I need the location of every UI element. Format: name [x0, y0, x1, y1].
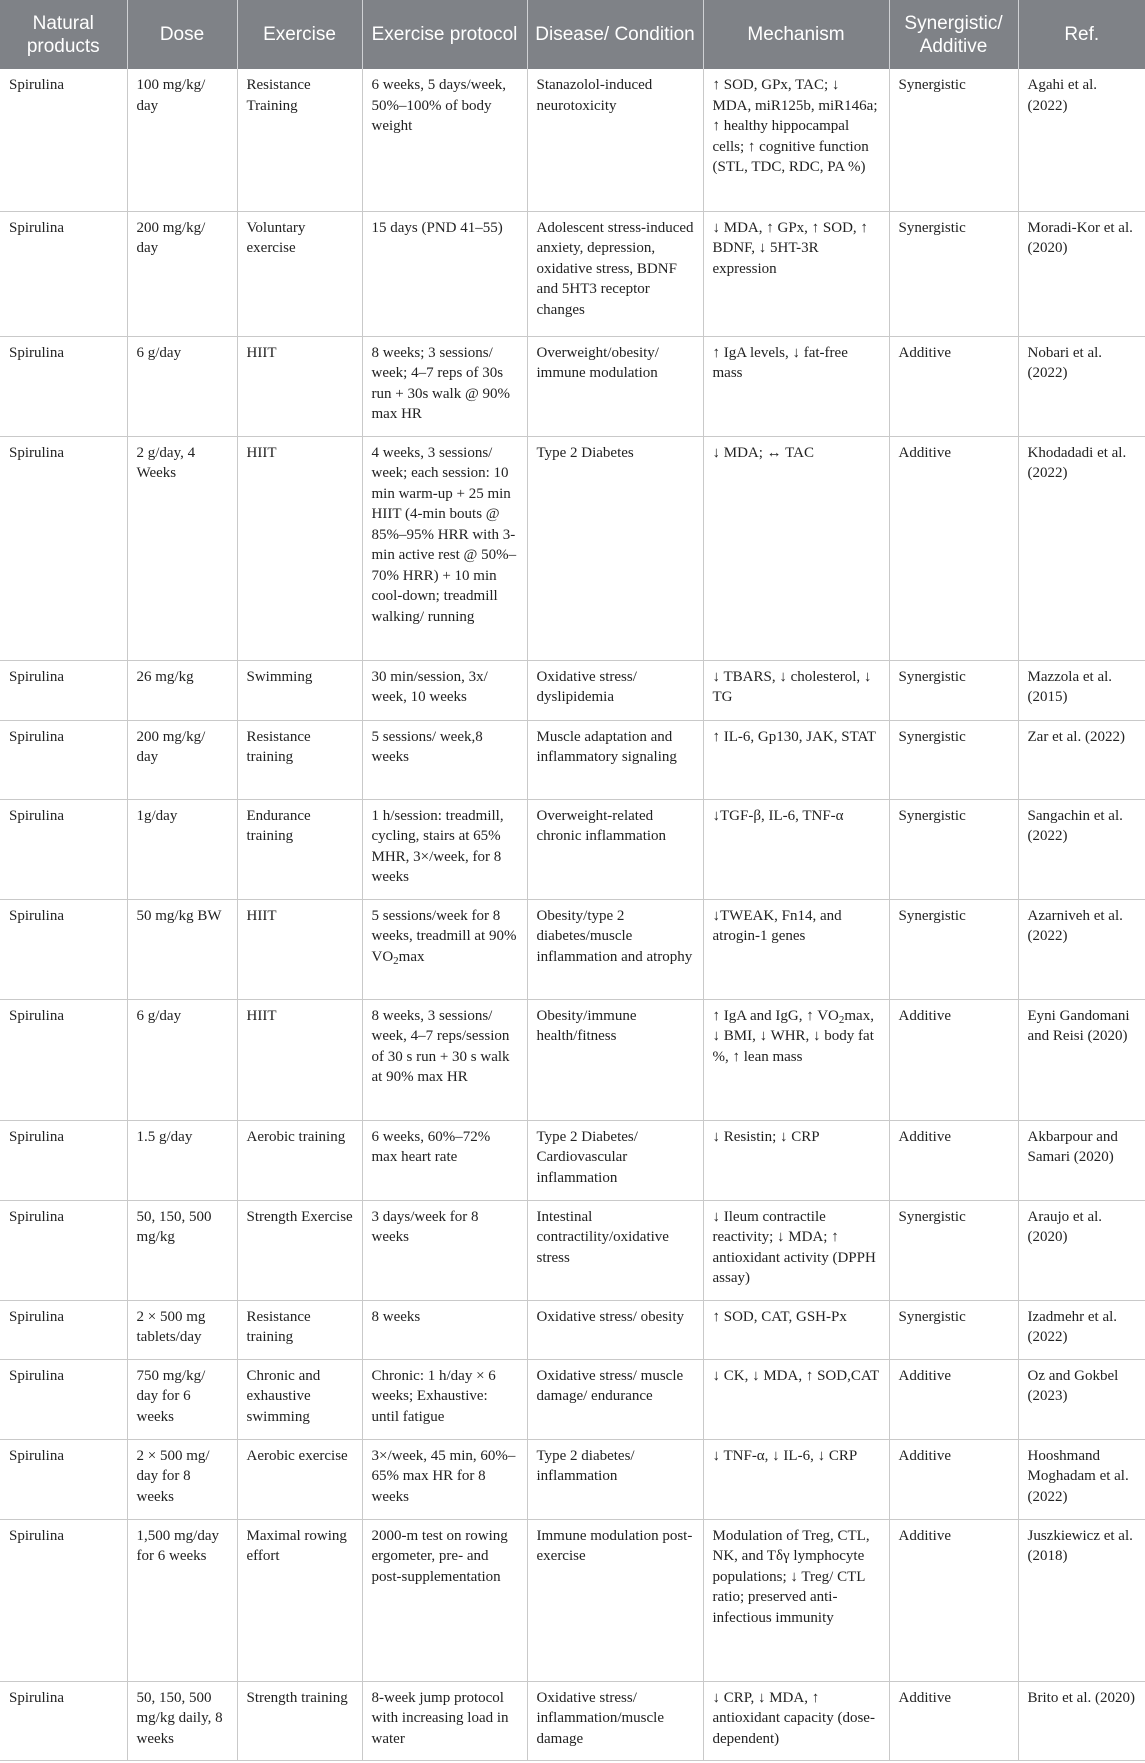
cell-condition: Oxidative stress/ inflammation/muscle damage — [527, 1681, 703, 1760]
cell-product: Spirulina — [0, 1200, 127, 1300]
cell-mechanism: ↑ IL-6, Gp130, JAK, STAT — [703, 720, 889, 799]
cell-condition: Overweight/obesity/ immune modulation — [527, 336, 703, 436]
table-row — [0, 660, 1145, 720]
protocol-text: 5 sessions/week for 8 weeks, treadmill at 90% VO — [371, 907, 517, 965]
cell-effect: Synergistic — [889, 1300, 1018, 1359]
cell-exercise: HIIT — [237, 999, 362, 1120]
cell-ref: Juszkiewicz et al. (2018) — [1018, 1519, 1145, 1681]
cell-mechanism: Modulation of Treg, CTL, NK, and Tδγ lymphocyte populations; ↓ Treg/ CTL ratio; preserved anti-infectious immunity — [703, 1519, 889, 1681]
cell-mechanism: ↓ CK, ↓ MDA, ↑ SOD,CAT — [703, 1359, 889, 1439]
table-row — [0, 1200, 1145, 1300]
cell-exercise: Strength Exercise — [237, 1200, 362, 1300]
cell-effect: Synergistic — [889, 799, 1018, 899]
cell-effect: Additive — [889, 1519, 1018, 1681]
table-row — [0, 1519, 1145, 1681]
cell-dose: 1.5 g/day — [127, 1120, 237, 1200]
cell-dose: 50, 150, 500 mg/kg — [127, 1200, 237, 1300]
subscript: 2 — [838, 1013, 845, 1026]
cell-condition: Oxidative stress/ obesity — [527, 1300, 703, 1359]
cell-exercise: HIIT — [237, 899, 362, 999]
cell-product: Spirulina — [0, 899, 127, 999]
header-disease-condition: Disease/ Condition — [527, 0, 703, 69]
table-row — [0, 799, 1145, 899]
cell-protocol: 8 weeks; 3 sessions/ week; 4–7 reps of 30s run + 30s walk @ 90% max HR — [362, 336, 527, 436]
cell-exercise: Maximal rowing effort — [237, 1519, 362, 1681]
cell-ref: Nobari et al. (2022) — [1018, 336, 1145, 436]
cell-protocol: 5 sessions/ week,8 weeks — [362, 720, 527, 799]
cell-mechanism: ↓ Ileum contractile reactivity; ↓ MDA; ↑ antioxidant activity (DPPH assay) — [703, 1200, 889, 1300]
cell-effect: Additive — [889, 1439, 1018, 1519]
table-row — [0, 1681, 1145, 1760]
cell-ref: Araujo et al. (2020) — [1018, 1200, 1145, 1300]
cell-ref: Mazzola et al. (2015) — [1018, 660, 1145, 720]
table-row — [0, 69, 1145, 211]
cell-protocol: 30 min/session, 3x/ week, 10 weeks — [362, 660, 527, 720]
cell-effect: Additive — [889, 999, 1018, 1120]
cell-condition: Immune modulation post-exercise — [527, 1519, 703, 1681]
cell-ref: Oz and Gokbel (2023) — [1018, 1359, 1145, 1439]
cell-dose: 100 mg/kg/ day — [127, 69, 237, 211]
cell-protocol: 6 weeks, 5 days/week, 50%–100% of body weight — [362, 69, 527, 211]
header-natural-products: Natural products — [0, 0, 127, 69]
cell-condition: Type 2 Diabetes/ Cardiovascular inflammation — [527, 1120, 703, 1200]
header-synergistic-additive: Synergistic/ Additive — [889, 0, 1018, 69]
cell-dose: 6 g/day — [127, 336, 237, 436]
cell-protocol: 6 weeks, 60%–72% max heart rate — [362, 1120, 527, 1200]
cell-product: Spirulina — [0, 336, 127, 436]
cell-exercise: Swimming — [237, 660, 362, 720]
cell-mechanism — [703, 999, 889, 1120]
table-row — [0, 720, 1145, 799]
cell-protocol: 1 h/session: treadmill, cycling, stairs at 65% MHR, 3×/week, for 8 weeks — [362, 799, 527, 899]
cell-product: Spirulina — [0, 211, 127, 336]
cell-condition: Overweight-related chronic inflammation — [527, 799, 703, 899]
cell-exercise: HIIT — [237, 336, 362, 436]
cell-protocol: 3×/week, 45 min, 60%–65% max HR for 8 weeks — [362, 1439, 527, 1519]
table-row — [0, 1120, 1145, 1200]
header-ref: Ref. — [1018, 0, 1145, 69]
cell-mechanism: ↑ SOD, CAT, GSH-Px — [703, 1300, 889, 1359]
cell-ref: Khodadadi et al. (2022) — [1018, 436, 1145, 660]
header-mechanism: Mechanism — [703, 0, 889, 69]
cell-condition: Obesity/type 2 diabetes/muscle inflammation and atrophy — [527, 899, 703, 999]
table-row — [0, 436, 1145, 660]
cell-mechanism: ↑ SOD, GPx, TAC; ↓ MDA, miR125b, miR146a; ↑ healthy hippocampal cells; ↑ cognitive function (STL, TDC, RDC, PA %) — [703, 69, 889, 211]
cell-condition: Muscle adaptation and inflammatory signaling — [527, 720, 703, 799]
cell-effect: Synergistic — [889, 69, 1018, 211]
cell-dose: 2 × 500 mg/ day for 8 weeks — [127, 1439, 237, 1519]
cell-condition: Adolescent stress-induced anxiety, depression, oxidative stress, BDNF and 5HT3 receptor changes — [527, 211, 703, 336]
cell-condition: Oxidative stress/ muscle damage/ endurance — [527, 1359, 703, 1439]
mechanism-text: ↑ IgA and IgG, ↑ VO — [712, 1007, 839, 1024]
cell-dose: 26 mg/kg — [127, 660, 237, 720]
cell-effect: Synergistic — [889, 720, 1018, 799]
cell-effect: Additive — [889, 1359, 1018, 1439]
cell-ref: Akbarpour and Samari (2020) — [1018, 1120, 1145, 1200]
cell-dose: 50, 150, 500 mg/kg daily, 8 weeks — [127, 1681, 237, 1760]
cell-condition: Type 2 Diabetes — [527, 436, 703, 660]
cell-condition: Type 2 diabetes/ inflammation — [527, 1439, 703, 1519]
cell-exercise: HIIT — [237, 436, 362, 660]
cell-exercise: Resistance training — [237, 720, 362, 799]
cell-protocol: 8-week jump protocol with increasing load in water — [362, 1681, 527, 1760]
table-row — [0, 999, 1145, 1120]
cell-ref: Moradi-Kor et al. (2020) — [1018, 211, 1145, 336]
table-row — [0, 1300, 1145, 1359]
cell-product: Spirulina — [0, 1681, 127, 1760]
cell-dose: 50 mg/kg BW — [127, 899, 237, 999]
header-exercise: Exercise — [237, 0, 362, 69]
cell-mechanism: ↓ TBARS, ↓ cholesterol, ↓ TG — [703, 660, 889, 720]
cell-product: Spirulina — [0, 1519, 127, 1681]
cell-mechanism: ↓TWEAK, Fn14, and atrogin-1 genes — [703, 899, 889, 999]
cell-condition: Stanazolol-induced neurotoxicity — [527, 69, 703, 211]
cell-product: Spirulina — [0, 69, 127, 211]
cell-mechanism: ↓ MDA; ↔ TAC — [703, 436, 889, 660]
cell-protocol: 15 days (PND 41–55) — [362, 211, 527, 336]
table-row — [0, 1439, 1145, 1519]
cell-exercise: Endurance training — [237, 799, 362, 899]
cell-effect: Additive — [889, 1681, 1018, 1760]
cell-protocol: 3 days/week for 8 weeks — [362, 1200, 527, 1300]
cell-exercise: Aerobic training — [237, 1120, 362, 1200]
cell-exercise: Aerobic exercise — [237, 1439, 362, 1519]
cell-exercise: Voluntary exercise — [237, 211, 362, 336]
cell-effect: Additive — [889, 436, 1018, 660]
cell-dose: 200 mg/kg/ day — [127, 211, 237, 336]
cell-effect: Synergistic — [889, 211, 1018, 336]
cell-effect: Additive — [889, 1120, 1018, 1200]
cell-condition: Intestinal contractility/oxidative stress — [527, 1200, 703, 1300]
cell-protocol — [362, 899, 527, 999]
cell-mechanism: ↓ Resistin; ↓ CRP — [703, 1120, 889, 1200]
cell-product: Spirulina — [0, 660, 127, 720]
cell-dose: 2 g/day, 4 Weeks — [127, 436, 237, 660]
subscript: 2 — [393, 954, 399, 967]
header-row — [0, 0, 1145, 69]
cell-dose: 6 g/day — [127, 999, 237, 1120]
cell-condition: Obesity/immune health/fitness — [527, 999, 703, 1120]
table-row — [0, 336, 1145, 436]
cell-mechanism: ↓ MDA, ↑ GPx, ↑ SOD, ↑ BDNF, ↓ 5HT-3R expression — [703, 211, 889, 336]
cell-exercise: Strength training — [237, 1681, 362, 1760]
cell-ref: Azarniveh et al. (2022) — [1018, 899, 1145, 999]
cell-product: Spirulina — [0, 436, 127, 660]
cell-exercise: Resistance training — [237, 1300, 362, 1359]
cell-condition: Oxidative stress/ dyslipidemia — [527, 660, 703, 720]
cell-exercise: Resistance Training — [237, 69, 362, 211]
cell-ref: Brito et al. (2020) — [1018, 1681, 1145, 1760]
cell-ref: Zar et al. (2022) — [1018, 720, 1145, 799]
cell-effect: Additive — [889, 336, 1018, 436]
cell-mechanism: ↓ CRP, ↓ MDA, ↑ antioxidant capacity (dose-dependent) — [703, 1681, 889, 1760]
cell-ref: Izadmehr et al. (2022) — [1018, 1300, 1145, 1359]
cell-ref: Hooshmand Moghadam et al. (2022) — [1018, 1439, 1145, 1519]
cell-protocol: Chronic: 1 h/day × 6 weeks; Exhaustive: until fatigue — [362, 1359, 527, 1439]
cell-product: Spirulina — [0, 799, 127, 899]
cell-effect: Synergistic — [889, 899, 1018, 999]
cell-ref: Eyni Gandomani and Reisi (2020) — [1018, 999, 1145, 1120]
cell-product: Spirulina — [0, 1120, 127, 1200]
cell-effect: Synergistic — [889, 660, 1018, 720]
cell-product: Spirulina — [0, 999, 127, 1120]
mechanism-text-end: max, ↓ BMI, ↓ WHR, ↓ body fat %, ↑ lean mass — [712, 1007, 874, 1065]
cell-protocol: 8 weeks, 3 sessions/ week, 4–7 reps/session of 30 s run + 30 s walk at 90% max HR — [362, 999, 527, 1120]
cell-mechanism: ↓ TNF-α, ↓ IL-6, ↓ CRP — [703, 1439, 889, 1519]
cell-dose: 1,500 mg/day for 6 weeks — [127, 1519, 237, 1681]
cell-ref: Sangachin et al. (2022) — [1018, 799, 1145, 899]
cell-product: Spirulina — [0, 1300, 127, 1359]
cell-product: Spirulina — [0, 1439, 127, 1519]
cell-protocol: 2000-m test on rowing ergometer, pre- and post-supplementation — [362, 1519, 527, 1681]
cell-product: Spirulina — [0, 720, 127, 799]
cell-ref: Agahi et al. (2022) — [1018, 69, 1145, 211]
header-dose: Dose — [127, 0, 237, 69]
cell-protocol: 4 weeks, 3 sessions/ week; each session: 10 min warm-up + 25 min HIIT (4-min bouts @ 85%–95% HRR with 3-min active rest @ 50%–70% HRR) + 10 min cool-down; treadmill walking/ running — [362, 436, 527, 660]
cell-protocol: 8 weeks — [362, 1300, 527, 1359]
cell-product: Spirulina — [0, 1359, 127, 1439]
protocol-text-end: max — [398, 948, 425, 965]
cell-mechanism: ↓TGF-β, IL-6, TNF-α — [703, 799, 889, 899]
cell-dose: 750 mg/kg/ day for 6 weeks — [127, 1359, 237, 1439]
table-row — [0, 1359, 1145, 1439]
cell-dose: 2 × 500 mg tablets/day — [127, 1300, 237, 1359]
cell-dose: 1g/day — [127, 799, 237, 899]
cell-dose: 200 mg/kg/ day — [127, 720, 237, 799]
table-row — [0, 211, 1145, 336]
table-row — [0, 899, 1145, 999]
cell-exercise: Chronic and exhaustive swimming — [237, 1359, 362, 1439]
cell-effect: Synergistic — [889, 1200, 1018, 1300]
cell-mechanism: ↑ IgA levels, ↓ fat-free mass — [703, 336, 889, 436]
header-exercise-protocol: Exercise protocol — [362, 0, 527, 69]
